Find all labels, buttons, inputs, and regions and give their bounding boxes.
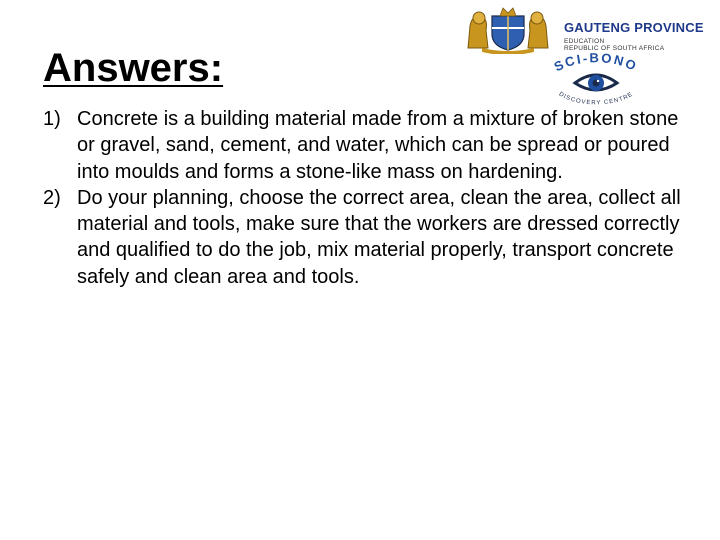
list-item xyxy=(43,185,683,290)
item-number: 2) xyxy=(43,186,61,209)
gauteng-dept: EDUCATION xyxy=(564,38,605,45)
page-title: Answers: xyxy=(43,46,224,90)
eye-icon xyxy=(575,75,617,91)
gauteng-logo xyxy=(458,4,720,54)
sci-bono-logo xyxy=(535,53,657,109)
gauteng-name: GAUTENG PROVINCE xyxy=(564,20,704,35)
item-text: Do your planning, choose the correct area, clean the area, collect all material and tools, make sure that the workers are dressed correctly and qualified to do the job, mix material properly, transport concrete safely and clean area and tools. xyxy=(77,186,681,288)
sci-bono-arc-top: SCI-BONO xyxy=(551,53,641,75)
coat-of-arms-icon xyxy=(458,4,558,54)
item-text: Concrete is a building material made from a mixture of broken stone or gravel, sand, cement, and water, which can be spread or poured into moulds and forms a stone-like mass on hardening. xyxy=(77,108,679,183)
item-number: 1) xyxy=(43,108,61,130)
answers-list xyxy=(43,106,683,290)
sci-bono-arc-bottom: DISCOVERY CENTRE xyxy=(557,91,635,107)
gauteng-country: REPUBLIC OF SOUTH AFRICA xyxy=(564,45,665,52)
list-item xyxy=(43,106,683,185)
